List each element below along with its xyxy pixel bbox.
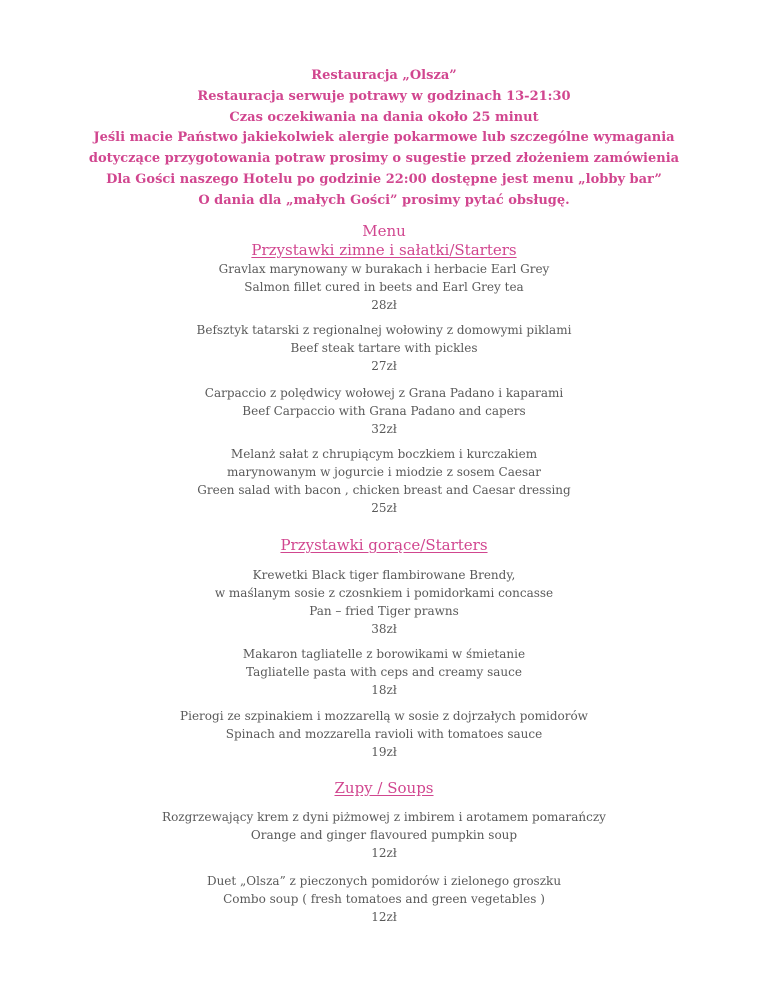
dish-name-en: Salmon fillet cured in beets and Earl Grey tea (244, 280, 524, 294)
dish-name-pl: Carpaccio z polędwicy wołowej z Grana Padano i kaparami (204, 386, 564, 400)
dish-name-en: Pan – fried Tiger prawns (309, 604, 459, 618)
dish-name-en: Beef steak tartare with pickles (290, 341, 478, 355)
allergy-note-line-2: dotyczące przygotowania potraw prosimy o sugestie przed złożeniem zamówienia (88, 151, 680, 167)
dish-name-pl: Befsztyk tatarski z regionalnej wołowiny z domowymi piklami (196, 323, 572, 337)
dish-name-pl-continued: w maślanym sosie z czosnkiem i pomidorkami concasse (214, 586, 554, 600)
dish-name-pl: Krewetki Black tiger flambirowane Brendy, (252, 568, 516, 582)
menu-item (0, 260, 768, 314)
dish-name-pl-continued: marynowanym w jogurcie i miodzie z sosem Caesar (226, 465, 542, 479)
dish-name-en: Tagliatelle pasta with ceps and creamy sauce (246, 665, 522, 679)
dish-name-en: Green salad with bacon , chicken breast and Caesar dressing (197, 483, 571, 497)
dish-name-pl: Duet „Olsza” z pieczonych pomidorów i zielonego groszku (206, 874, 562, 888)
dish-name-en: Orange and ginger flavoured pumpkin soup (250, 828, 518, 842)
menu-item (0, 384, 768, 438)
dish-name-pl: Makaron tagliatelle z borowikami w śmietanie (242, 647, 526, 661)
menu-item (0, 566, 768, 638)
opening-hours: Restauracja serwuje potrawy w godzinach 13-21:30 (197, 88, 571, 104)
dish-price: 27zł (371, 359, 397, 373)
dish-price: 38zł (371, 622, 397, 636)
menu-item (0, 321, 768, 375)
dish-name-pl: Melanż sałat z chrupiącym boczkiem i kurczakiem (230, 447, 538, 461)
lobby-bar-note: Dla Gości naszego Hotelu po godzinie 22:00 dostępne jest menu „lobby bar” (106, 171, 662, 187)
dish-price: 18zł (371, 683, 397, 697)
menu-item (0, 445, 768, 517)
dish-price: 12zł (371, 846, 397, 860)
dish-name-pl: Gravlax marynowany w burakach i herbacie Earl Grey (218, 262, 550, 276)
dish-price: 12zł (371, 910, 397, 924)
dish-name-en: Combo soup ( fresh tomatoes and green vegetables ) (223, 892, 545, 906)
restaurant-info-header (0, 66, 768, 212)
section-heading-cold-starters: Przystawki zimne i sałatki/Starters (251, 241, 517, 259)
waiting-time: Czas oczekiwania na dania około 25 minut (229, 109, 539, 125)
dish-name-en: Spinach and mozzarella ravioli with tomatoes sauce (225, 727, 543, 741)
section-heading-soups: Zupy / Soups (334, 779, 434, 797)
menu-title: Menu (362, 222, 406, 240)
menu-item (0, 645, 768, 699)
dish-price: 28zł (371, 298, 397, 312)
dish-price: 19zł (371, 745, 397, 759)
menu-item (0, 808, 768, 862)
section-heading-hot-starters: Przystawki gorące/Starters (280, 536, 488, 554)
menu-item (0, 872, 768, 926)
kids-menu-note: O dania dla „małych Gości” prosimy pytać obsługę. (198, 192, 570, 208)
dish-name-en: Beef Carpaccio with Grana Padano and capers (242, 404, 526, 418)
allergy-note-line-1: Jeśli macie Państwo jakiekolwiek alergie pokarmowe lub szczególne wymagania (93, 130, 675, 146)
dish-name-pl: Rozgrzewający krem z dyni piżmowej z imbirem i arotamem pomarańczy (162, 810, 606, 824)
dish-price: 32zł (371, 422, 397, 436)
dish-price: 25zł (371, 501, 397, 515)
restaurant-name: Restauracja „Olsza” (311, 68, 457, 83)
dish-name-pl: Pierogi ze szpinakiem i mozzarellą w sosie z dojrzałych pomidorów (180, 709, 588, 723)
menu-item (0, 707, 768, 761)
